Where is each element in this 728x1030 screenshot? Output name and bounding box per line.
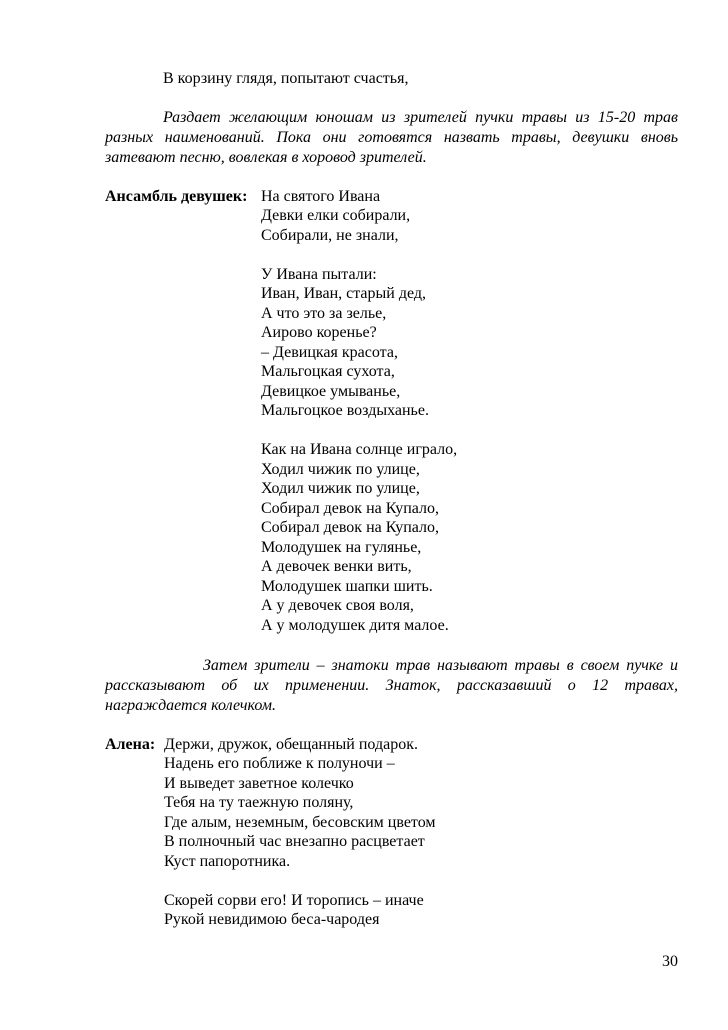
verse-line: – Девицкая красота, <box>261 344 398 361</box>
verse-line: Скорей сорви его! И торопись – иначе <box>164 892 424 909</box>
stage-direction-text: разных наименований. Пока они готовятся назвать травы, девушки вновь <box>105 129 678 146</box>
verse-line: Собирал девок на Купало, <box>261 519 439 536</box>
verse-line: И выведет заветное колечко <box>164 775 354 792</box>
verse-line: Надень его поближе к полуночи – <box>164 755 395 772</box>
verse-line: А у молодушек дитя малое. <box>261 617 449 634</box>
verse-line: На святого Ивана <box>261 188 381 205</box>
verse-line: А у девочек своя воля, <box>261 597 414 614</box>
stage-direction-line: награждается колечком. <box>105 697 276 714</box>
page-number: 30 <box>662 953 678 970</box>
verse-line: Ходил чижик по улице, <box>261 461 420 478</box>
verse-line: Рукой невидимою беса-чародея <box>164 911 380 928</box>
verse-line: Ходил чижик по улице, <box>261 480 420 497</box>
verse-line: В полночный час внезапно расцветает <box>164 833 425 850</box>
verse-line: Тебя на ту таежную поляну, <box>164 794 354 811</box>
verse-line: Иван, Иван, старый дед, <box>261 285 426 302</box>
verse-line: У Ивана пытали: <box>261 266 377 283</box>
stage-direction-text: рассказывают об их применении. Знаток, рассказавший о 12 травах, <box>105 677 678 694</box>
stage-direction-line <box>105 676 678 695</box>
stage-direction-line <box>203 656 678 675</box>
verse-line: Девицкое умыванье, <box>261 383 401 400</box>
stage-direction-line: затевают песню, вовлекая в хоровод зрителей. <box>105 149 427 166</box>
verse-line: Мальгоцкая сухота, <box>261 363 395 380</box>
verse-line: Собирал девок на Купало, <box>261 500 439 517</box>
stage-direction-line <box>163 108 678 127</box>
verse-line: Молодушек шапки шить. <box>261 578 433 595</box>
verse-line: Мальгоцкое воздыханье. <box>261 402 429 419</box>
stage-direction-line <box>105 128 678 147</box>
verse-line: Собирали, не знали, <box>261 227 399 244</box>
verse-line: Держи, дружок, обещанный подарок. <box>164 736 418 753</box>
speaker-label: Алена: <box>105 736 156 753</box>
verse-line: Где алым, неземным, бесовским цветом <box>164 814 436 831</box>
stage-direction-text: Затем зрители – знатоки трав называют травы в своем пучке и <box>203 657 678 674</box>
verse-line: Аирово коренье? <box>261 324 377 341</box>
verse-line: А что это за зелье, <box>261 305 387 322</box>
verse-line: В корзину глядя, попытают счастья, <box>163 70 409 87</box>
verse-line: Молодушек на гулянье, <box>261 539 422 556</box>
verse-line: Куст папоротника. <box>164 853 291 870</box>
verse-line: Как на Ивана солнце играло, <box>261 441 458 458</box>
verse-line: А девочек венки вить, <box>261 558 412 575</box>
speaker-label: Ансамбль девушек: <box>105 188 248 205</box>
verse-line: Девки елки собирали, <box>261 207 411 224</box>
stage-direction-text: Раздает желающим юношам из зрителей пучки травы из 15-20 трав <box>163 109 678 126</box>
